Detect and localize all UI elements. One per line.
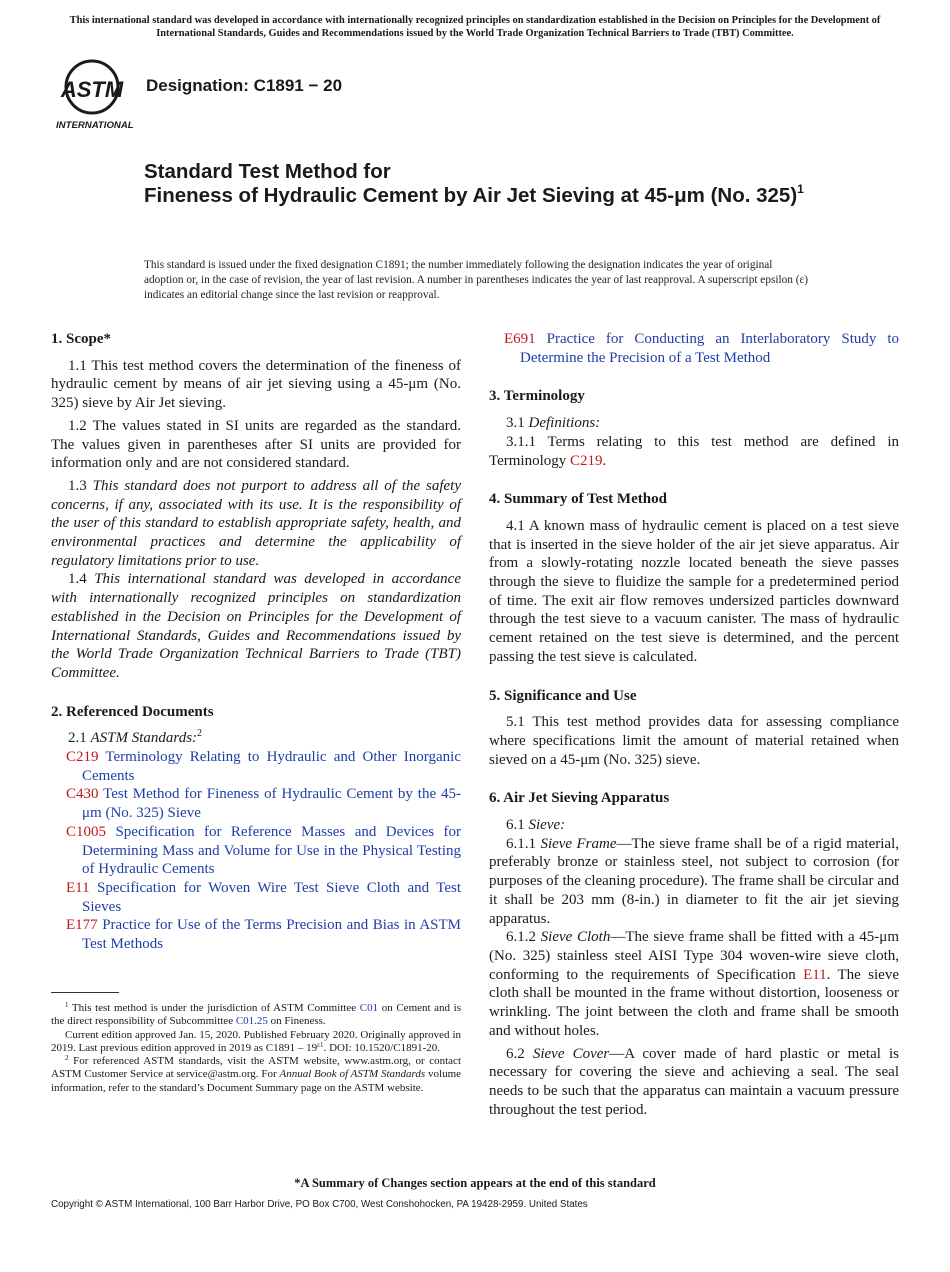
reference-e691[interactable]: E691 Practice for Conducting an Interlaboratory Study to Determine the Precision of a Test Method [504, 331, 899, 366]
summary-heading: 4. Summary of Test Method [489, 491, 667, 508]
right-column [489, 330, 899, 1119]
significance-5-1: 5.1 This test method provides data for assessing compliance where specifications limit the amount of material retained when sieved on a 45-μm (No. 325) sieve. [489, 714, 899, 768]
svg-text:ASTM: ASTM [60, 77, 124, 102]
reference-e177[interactable]: E177 Practice for Use of the Terms Precision and Bias in ASTM Test Methods [66, 917, 462, 953]
astm-standards-label: 2.1 ASTM Standards:$^2$ [68, 728, 203, 747]
issued-note: This standard is issued under the fixed designation C1891; the number immediately following the designation indicates the year of original adoption or, in the case of revision, the year of last revision. A number in parentheses indicates the year of last reapproval. A superscript epsilon (ε) indicates an editorial change since the last revision or reapproval. [144, 259, 809, 301]
terminology-3-1-1: 3.1.1 Terms relating to this test method are defined in Terminology C219. [489, 433, 899, 469]
scope-1-3: 1.3 This standard does not purport to address all of the safety concerns, if any, associated with its use. It is the responsibility of the user of this standard to establish appropriate safety, health, and environmental practices and determine the applicability of regulatory limitations prior to use. [51, 477, 462, 569]
significance-heading: 5. Significance and Use [489, 687, 637, 704]
link-c219[interactable]: C219 [570, 452, 603, 469]
reference-c1005[interactable]: C1005 Specification for Reference Masses and Devices for Determining Mass and Volume for Use in the Physical Testing of Hydraulic Cements [66, 823, 461, 878]
link-e11[interactable]: E11 [803, 966, 827, 983]
reference-e11[interactable]: E11 Specification for Woven Wire Test Sieve Cloth and Test Sieves [66, 879, 461, 915]
apparatus-6-1: 6.1 Sieve: [506, 817, 566, 834]
apparatus-6-2: 6.2 Sieve Cover—A cover made of hard plastic or metal is necessary for covering the sieve and achieving a seal. The seal needs to be such that the apparatus can maintain a vacuum pressure throughout the test period. [489, 1045, 899, 1118]
link-c01[interactable]: C01 [359, 1002, 379, 1014]
title-line-2: Fineness of Hydraulic Cement by Air Jet Sieving at 45-μm (No. 325) [144, 184, 798, 207]
summary-4-1: 4.1 A known mass of hydraulic cement is placed on a test sieve that is inserted in the sieve holder of the air jet sieve apparatus. Air from a slowly-rotating nozzle located beneath the sieve passes through the sieve to fluidize the sample for a predetermined period of time. The exit air flow removes undersized particles downward through the test sieve to a vacuum canister. The mass of hydraulic cement retained on the test sieve is determined, and the percent passing the test sieve is calculated. [489, 517, 899, 665]
footnote-edition: Current edition approved Jan. 15, 2020. Published February 2020. Originally approved in 2019. Last previous edition approved in 2019 as $C1891 - 19^{\varepsilon 1}$. DOI: 10.1520/C1891-20. [51, 1028, 461, 1054]
designation: Designation: C1891 − 20 [146, 76, 343, 95]
summary-of-changes-note: *A Summary of Changes section appears at the end of this standard [294, 1176, 656, 1190]
reference-c430[interactable]: C430 Test Method for Fineness of Hydraulic Cement by the 45-μm (No. 325) Sieve [66, 786, 461, 822]
title-footnote-mark: 1 [797, 182, 804, 196]
international-standard-notice: This international standard was developed in accordance with internationally recognized principles on standardization established in the Decision on Principles for the Development of International Standards, Guides and Recommendations issued by the World Trade Organization Technical Barriers to Trade (TBT) Committee. [69, 15, 881, 39]
title-line-1: Standard Test Method for [144, 160, 391, 183]
link-c01-25[interactable]: C01.25 [235, 1015, 268, 1028]
scope-heading: 1. Scope* [51, 331, 111, 347]
footnote-1: $^1$ This test method is under the jurisdiction of ASTM Committee C01 on Cement and is the direct responsibility of Subcommittee C01.25 on Fineness. [51, 1001, 461, 1028]
footnotes [51, 1002, 461, 1095]
referenced-docs-heading: 2. Referenced Documents [51, 703, 214, 720]
apparatus-6-1-1: 6.1.1 Sieve Frame—The sieve frame shall be of a rigid material, preferably bronze or stainless steel, not subject to corrosion (for purposes of the cleaning procedure). The frame shall be circular and it shall be 203 mm (8-in.) in diameter to fit the air jet sieving apparatus. [489, 835, 899, 927]
footnote-divider [51, 992, 119, 993]
footnote-2: $^2$ For referenced ASTM standards, visit the ASTM website, www.astm.org, or contact ASTM Customer Service at service@astm.org. For Annual Book of ASTM Standards volume information, refer to the standard’s Document Summary page on the ASTM website. [51, 1054, 462, 1094]
terminology-3-1: 3.1 Definitions: [506, 415, 601, 432]
apparatus-heading: 6. Air Jet Sieving Apparatus [489, 790, 670, 807]
copyright: Copyright © ASTM International, 100 Barr Harbor Drive, PO Box C700, West Conshohocken, PA 19428-2959. United States [51, 1199, 588, 1210]
logo-wordmark: INTERNATIONAL [56, 120, 134, 131]
reference-c219[interactable]: C219 Terminology Relating to Hydraulic and Other Inorganic Cements [66, 749, 461, 784]
terminology-heading: 3. Terminology [489, 388, 585, 405]
scope-1-2: 1.2 The values stated in SI units are regarded as the standard. The values given in parentheses after SI units are provided for information only and are not considered standard. [51, 417, 461, 472]
left-column [51, 330, 461, 954]
scope-1-1: 1.1 This test method covers the determination of the fineness of hydraulic cement by means of air jet sieving using a 45-μm (No. 325) sieve by Air Jet sieving. [51, 357, 461, 412]
scope-1-4: 1.4 This international standard was developed in accordance with internationally recognized principles on standardization established in the Decision on Principles for the Development of International Standards, Guides and Recommendations issued by the World Trade Organization Technical Barriers to Trade (TBT) Committee. [51, 571, 461, 681]
document-title [144, 160, 864, 208]
astm-logo [54, 57, 134, 131]
apparatus-6-1-2: 6.1.2 Sieve Cloth—The sieve frame shall be fitted with a 45-μm (No. 325) stainless steel AISI Type 304 woven-wire sieve cloth, conforming to the requirements of Specification E11. The sieve cloth shall be mounted in the frame without distortion, looseness or wrinkling. The joint between the cloth and frame shall be smooth and without holes. [489, 929, 900, 1039]
